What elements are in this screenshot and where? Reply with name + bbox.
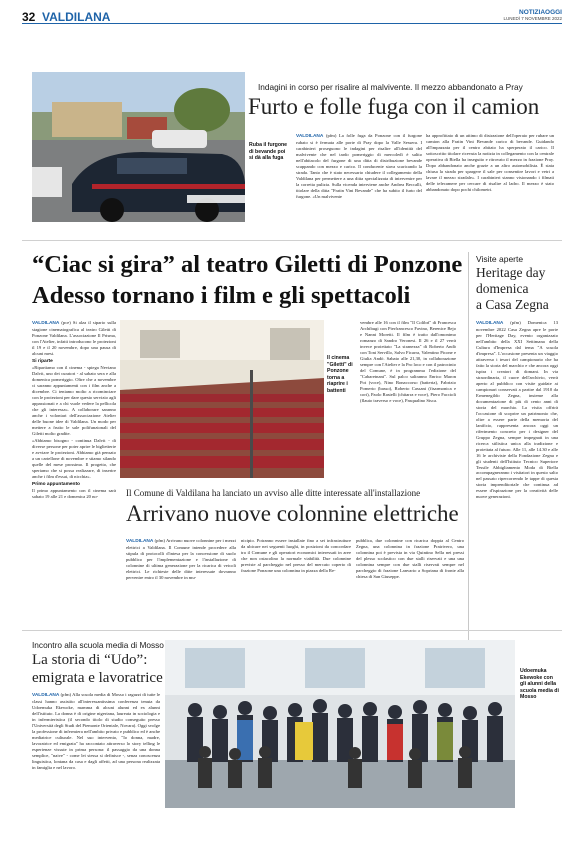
students-group-photo <box>165 640 515 808</box>
story2-text-1b: «Ripartiamo con il cinema - spiega Neviano Dalvit, uno dei curatori - al sabato sera e alla domenica pomeriggio. Oltre che a novembre ci saranno appuntamenti con i film anche a dicembre. Ci teniamo molto a ricominciare con le proiezioni per dare questo servizio agli appassionati e a chi vuole vedere la pellicola che gli interessa». A collaborare saranno anche i volontari dell'associazione Atelier delle buone idee di Valdilana. Un modo per mettere a frutto le sale polifunzionali del Giletti molto gradite. <box>32 365 116 436</box>
page-number: 32 <box>22 10 36 24</box>
carabinieri-car-illustration <box>32 72 245 222</box>
story4-column-2 <box>241 538 351 618</box>
story2-title-line2: Adesso tornano i film e gli spettacoli <box>32 282 411 309</box>
story3-column <box>476 320 558 662</box>
story2-column-2 <box>360 320 456 480</box>
story4-title: Arrivano nuove colonnine elettriche <box>126 501 459 526</box>
story2-text-1d: Il primo appuntamento con il cinema sarà sabato 19 alle 21 e domenica 20 no- <box>32 487 116 499</box>
story3-kicker: Visite aperte <box>476 254 524 264</box>
divider-1 <box>22 240 562 241</box>
story1-caption: Ruba il furgone di bevande poi si dà alla fuga <box>249 142 288 161</box>
carabinieri-car-photo <box>32 72 245 222</box>
story1-column-1 <box>296 133 422 225</box>
story5-title-line2: emigrata e lavoratrice <box>32 670 163 686</box>
story2-tag: VALDILANA <box>32 321 60 326</box>
story2-column-1 <box>32 320 116 574</box>
newspaper-logo: NOTIZIAOGGI <box>519 9 562 16</box>
theater-illustration <box>120 320 324 478</box>
story3-title-line2: domenica <box>476 281 529 296</box>
story5-kicker: Incontro alla scuola media di Mosso <box>32 640 164 650</box>
story2-text-2: vembre alle 16 con il film "Il Colibrì" di Francesca Archibugi con Pierfrancesco Favino, Berenice Bejo e Nanni Moretti. Il film è tratto dall'omonimo romanzo di Sandro Veronesi. Il 26 e il 27 verrà invece proiettato "La stranezza" di Roberto Andò con Toni Servillo, Salvo Ficarra, Valentino Picone e Giulia Andò. Sabato alle 21,30, in collaborazione sempre con l'Atelier e la Pro loco e con il patrocinio del Comune, è in programma l'edizione del "Cabaretnant". Sul palco saliranno Enrico Maron Pot (voce), Nino Bonaccorso (batteria), Fabrizio Pomerio (basso), Roberto Cassani (fisarmonica e cori), Paolo Rastelli (chitarra e voce), Piero Faccioli (flauto traverso e voce), Pasqualino Sisca. <box>360 320 456 403</box>
theater-seats-photo <box>120 320 324 478</box>
story3-title-line1: Heritage day <box>476 265 546 280</box>
story4-column-1 <box>126 538 236 618</box>
story5-tag: VALDILANA <box>32 693 60 698</box>
column-separator <box>468 252 469 662</box>
section-name: VALDILANA <box>42 10 111 24</box>
story2-subhead-1: Si riparte <box>32 359 53 365</box>
story2-title-line1: “Ciac si gira” al teatro Giletti di Ponzone <box>32 251 463 278</box>
story5-column <box>32 692 160 804</box>
story2-text-1: Si alza il sipario sulla stagione cinematografica al teatro Giletti di Ponzone Valdilana. L'associazione Il Prisma, con l'Atelier, infatti introducono le proiezioni il 19 e il 20 novembre, dopo una pausa di alcuni mesi. <box>32 320 116 357</box>
issue-date: LUNEDÌ 7 NOVEMBRE 2022 <box>503 16 562 21</box>
story1-kicker: Indagini in corso per risalire al malvivente. Il mezzo abbandonato a Pray <box>258 82 523 92</box>
story3-tag: VALDILANA <box>476 321 504 326</box>
story3-byline: (pfm) <box>510 320 521 325</box>
story2-byline: (pce) <box>61 320 71 325</box>
story2-text-1c: «Abbiamo bisogno - continua Dalvit - di diverse persone per poter aprire le biglietterie e avviare le proiezioni. Abbiamo già pensato a un cartellone di novembre e stiamo silando quelle del mese prossimo. Il progetto, che speriamo che si possa realizzare, di inserire anche i film d'essai, di nicchia». <box>32 437 116 479</box>
story5-text: Alla scuola media di Mosso i ragazzi di tutte le classi hanno assistito all'interessantissima conferenza tenuta da Udoemuka Ekewoke, mamma di alcuni alunni ed ex alunni dell'istituto. La donna è di origine nigeriana, laureata in sociologia e in infermieristica (il secondo titolo di studio conseguito presso l'Università degli Studi del Piemonte Orientale, Novara). Oggi svolge la professione di infermiera nell'ambito privato e pubblico ed è anche mediatrice culturale. Nel suo intervento, "Io donna, madre, lavoratrice ed emigrata" ha raccontato attraverso lo story telling le esperienze vissute in prima persona: il passaggio da una donna semplice, "naive" - come lei stessa si definisce -, senza conoscenza linguistica, lontana da casa e dagli affetti, ad una persona realizzata in famiglia e nel lavoro. <box>32 692 160 770</box>
story3-text: Domenica 13 novembre 2022 Casa Zegna apre le porte per l'Heritage Day, evento organizzato nell'ambito della XXI Settimana della Cultura d'Impresa dal tema "A scuola d'impresa". L'occasione presenta un viaggio attraverso i tesori del campionario che ha fatto la storia del marchio e che ancora oggi ispira i creatori di domani. In via straordinaria, il cuore dell'archivio, verrà aperto al pubblico con visite guidate ai campionari conservati a partire dal 1910 da Ermenegildo Zegna, insieme alla documentazione di più di cento anni di storia del marchio. La visita offrirà l'occasione di scoprire un patrimonio che, oltre a essere parte della memoria del lanificio, rappresenta ancora oggi un riferimento concreto per i designer del Gruppo Zegna, sempre impegnati in una ricerca stilistica unica alla tradizione e proiettata al futuro. Alle 11, alle 14.30 e alle 16 le archiviste della Fondazione Zegna e gli studenti dell'Istituto Tecnico Superiore Tessile Abbigliamento Moda di Biella accompagneranno i visitatori in questo salto nel passato ripercorrendo le tappe di questa storia imprenditoriale che continua ad essere d'ispirazione per la creatività delle nuove generazioni. <box>476 320 558 500</box>
story4-byline: (pfm) <box>154 538 166 543</box>
classroom-group-illustration <box>165 640 515 808</box>
story1-title: Furto e folle fuga con il camion <box>248 94 540 119</box>
story1-column-2 <box>426 133 554 225</box>
story4-text-1: Arrivano nuove colonnine per i mezzi elettrici a Valdilana. Il Comune intende procedere alla stipula di protocolli d'intesa per la concessione di suolo pubblico per l'implementazione e l'installazione di colonnine di ultima generazione per la ricarica di veicoli elettrici. Le richieste delle ditte interessate dovranno pervenire entro il 30 novembre in mu- <box>126 538 236 581</box>
story4-kicker: Il Comune di Valdilana ha lanciato un avviso alle ditte interessate all'installazione <box>126 488 421 498</box>
story3-title-line3: a Casa Zegna <box>476 297 549 312</box>
story1-byline: (pfm) <box>325 133 337 138</box>
story2-subhead-2: Primo appuntamento <box>32 481 80 487</box>
story2-caption: Il cinema "Giletti" di Ponzone torna a riaprire i battenti <box>327 355 353 394</box>
story1-tag: VALDILANA <box>296 134 324 139</box>
story1-text-2: ha approfittato di un attimo di distrazione dell'operaio per rubare un camion alla Fratin Vini Bevande carico di bevande. Guidando all'impazzata per il centro abitato ha sperperato il carico. Il sottoscritto titolare ricevuta la notizia in collegamento con la centrale operativa di Biella ha inseguito e ritrovato il mezzo in frazione Pray. Dopo abbandonato anche grazie a un altro automobilista. È stata chiusa la strada per spargere il sale per consentire lavori e vetri a lavare il mezzo stradale». I carabinieri stanno visionando i filmati delle telecamere per cercare di risalire al ladro. Il mezzo è stato abbandonato dopo pochi chilometri. <box>426 133 554 192</box>
story4-text-3: pubblica, due colonnine con ricarica doppia al Centro Zegna, una colonnina in frazione Pratrivero, una colonnina poi è prevista in via Quintino Sella nei pressi del plesso scolastico con due stalli riservati e una una colonnina sempre con due stalli riservati sempre nel parcheggio di frazione Lanvario a Sopriana di fronte alla chiesa di San Giuseppe. <box>356 538 464 579</box>
page-header <box>22 10 562 24</box>
story5-byline: (pfm) <box>60 692 72 697</box>
story4-column-3 <box>356 538 464 618</box>
story1-text-1: La folle fuga da Ponzone con il furgone rubato si è fermata alle porte di Pray dopo la Valle Sessera. I carabinieri proseguono le indagini per risalire all'identità del malvivente che nel tardo pomeriggio di mercoledì è salito nell'abitacolo del furgone di una ditta di distribuzione bevande scappando con mezzo e carico. Il conducente stava scaricando la strada. Tanto che è stato necessario chiudere il collegamento della Valdilana per permettere a una ditta specializzata di intervenire per la corretta pulizia. Sulla vicenda interviene anche Andrea Beccalli, titolare della ditta "Fratin Vini Bevande" che ha subito il furto del furgone. «Un malvivente <box>296 133 422 199</box>
story4-tag: VALDILANA <box>126 539 154 544</box>
divider-2 <box>22 630 562 631</box>
story4-text-2: nicipio. Potranno essere installate fino a sei infrastrutture da ubicare nei seguenti luoghi, in posizioni da concordare tra il Comune e gli operatori economici interessati in aree che non ostacolino la normale viabilità. Due colonnine previste al parcheggio nel presso del mercato coperto di frazione Ponzone una colonnina in piazza della Re- <box>241 538 351 573</box>
story5-caption: Udoemuka Ekewoke con gli alunni della scuola media di Mosso <box>520 668 559 700</box>
story5-title-line1: La storia di “Udo”: <box>32 652 148 668</box>
